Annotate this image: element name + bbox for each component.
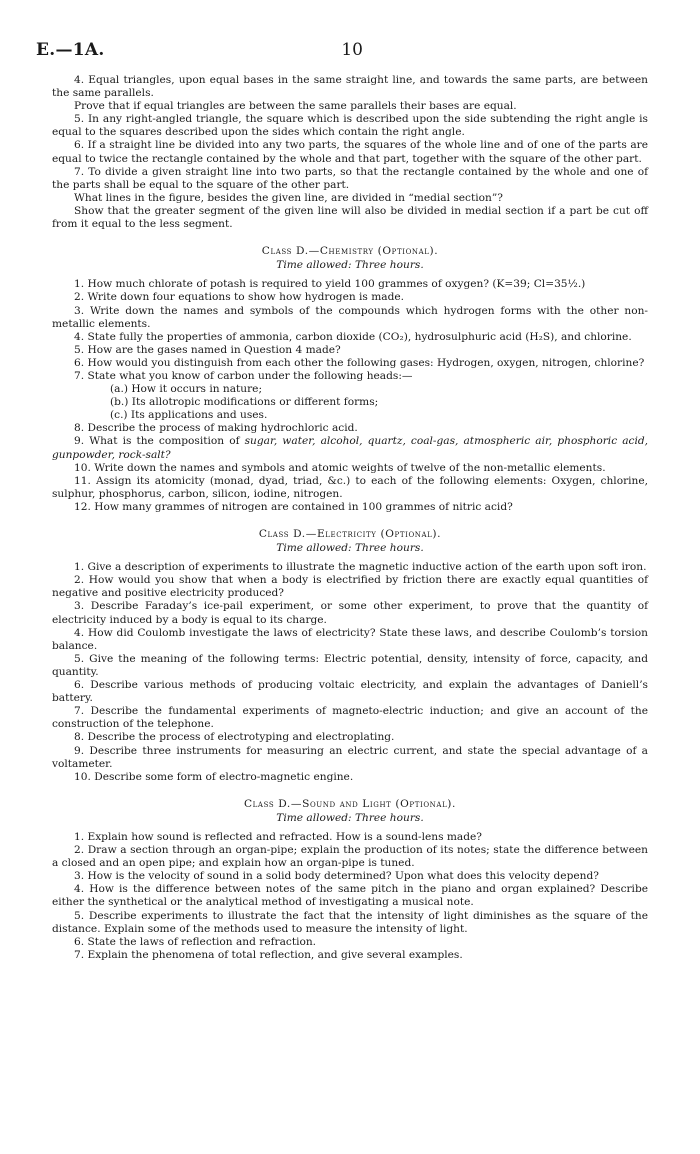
question: 12. How many grammes of nitrogen are contained in 100 grammes of nitric acid? <box>74 500 513 513</box>
question: 8. Describe the process of making hydrochloric acid. <box>74 422 358 435</box>
question: 2. Draw a section through an organ-pipe; explain the production of its notes; state the difference between a closed and an open pipe; and explain how an organ-pipe is tuned. <box>52 844 648 870</box>
section-time-allowed: Time allowed: Three hours. <box>276 542 424 555</box>
question: 7. Describe the fundamental experiments of magneto-electric induction; and give an account of the construction of the telephone. <box>52 705 648 731</box>
question: 10. Write down the names and symbols and atomic weights of twelve of the non-metallic elements. <box>74 461 606 474</box>
electricity-section <box>52 528 648 784</box>
question: 3. How is the velocity of sound in a solid body determined? Upon what does this velocity depend? <box>74 870 599 883</box>
question: 6. State the laws of reflection and refraction. <box>74 935 317 948</box>
chemistry-section <box>52 245 648 514</box>
question-text: 9. What is the composition of <box>74 435 245 448</box>
question: 6. Describe various methods of producing voltaic electricity, and explain the advantages of Daniell’s battery. <box>52 679 648 705</box>
question: 4. How did Coulomb investigate the laws of electricity? State these laws, and describe Coulomb’s torsion balance. <box>52 626 648 652</box>
question: 3. Describe Faraday’s ice-pail experiment, or some other experiment, to prove that the quantity of electricity induced by a body is equal to its charge. <box>52 600 648 626</box>
sub-question: (b.) Its allotropic modifications or different forms; <box>110 396 379 409</box>
question: 5. Describe experiments to illustrate the fact that the intensity of light diminishes as the square of the distance. Explain some of the methods used to measure the intensity of light. <box>52 909 648 935</box>
section-time-allowed: Time allowed: Three hours. <box>276 259 424 272</box>
question: 1. How much chlorate of potash is required to yield 100 grammes of oxygen? (K=39; Cl=35½.) <box>74 278 586 291</box>
question: 11. Assign its atomicity (monad, dyad, triad, &c.) to each of the following elements: Oxygen, chlorine, sulphur, phosphorus, carbon, silicon, iodine, nitrogen. <box>52 474 648 500</box>
question: 7. To divide a given straight line into two parts, so that the rectangle contained by the whole and one of the parts shall be equal to the square of the other part. <box>52 165 648 191</box>
document-code: E.—1A. <box>36 40 105 60</box>
sound-light-section <box>52 798 648 962</box>
question: 10. Describe some form of electro-magnetic engine. <box>74 770 354 783</box>
question: 9. Describe three instruments for measuring an electric current, and state the special advantage of a voltameter. <box>52 744 648 770</box>
sub-question: (a.) How it occurs in nature; <box>110 383 263 396</box>
question: 5. In any right-angled triangle, the square which is described upon the side subtending the right angle is equal to the squares described upon the sides which contain the right angle. <box>52 113 648 139</box>
question: 1. Give a description of experiments to illustrate the magnetic inductive action of the earth upon soft iron. <box>74 561 647 574</box>
page-number: 10 <box>341 40 363 60</box>
question <box>52 435 648 461</box>
section-title: Class D.—Electricity (Optional). <box>258 528 442 540</box>
question: 2. Write down four equations to show how hydrogen is made. <box>74 291 404 304</box>
question: 1. Explain how sound is reflected and refracted. How is a sound-lens made? <box>74 830 482 843</box>
question: 3. Write down the names and symbols of the compounds which hydrogen forms with the other non-metallic elements. <box>52 304 648 330</box>
question-italic-terms: sugar, water, alcohol, quartz, coal-gas, atmospheric air, phosphoric acid, gunpowder, rock-salt? <box>52 435 648 461</box>
document-body <box>52 74 648 962</box>
geometry-continued <box>52 74 648 231</box>
page-header <box>36 40 664 62</box>
section-title: Class D.—Sound and Light (Optional). <box>243 797 457 810</box>
sub-question: (c.) Its applications and uses. <box>110 409 268 422</box>
question: 4. Equal triangles, upon equal bases in the same straight line, and towards the same parts, are between the same parallels. <box>52 74 648 100</box>
question: 7. Explain the phenomena of total reflection, and give several examples. <box>74 948 463 961</box>
question: Prove that if equal triangles are between the same parallels their bases are equal. <box>74 100 517 113</box>
question: 6. How would you distinguish from each other the following gases: Hydrogen, oxygen, nitrogen, chlorine? <box>74 356 645 369</box>
question: 7. State what you know of carbon under the following heads:— <box>74 369 413 382</box>
question: 6. If a straight line be divided into any two parts, the squares of the whole line and of one of the parts are equal to twice the rectangle contained by the whole and that part, together with the square of the other part. <box>52 139 648 165</box>
question: 5. Give the meaning of the following terms: Electric potential, density, intensity of force, capacity, and quantity. <box>52 652 648 678</box>
question: 5. How are the gases named in Question 4 made? <box>74 343 341 356</box>
question: What lines in the figure, besides the given line, are divided in “medial section”? <box>74 191 503 204</box>
question: Show that the greater segment of the given line will also be divided in medial section if a part be cut off from it equal to the less segment. <box>52 204 648 231</box>
section-title: Class D.—Chemistry (Optional). <box>261 245 439 258</box>
question: 4. How is the difference between notes of the same pitch in the piano and organ explained? Describe either the synthetical or the analytical method of investigating a musical note. <box>52 883 648 909</box>
section-time-allowed: Time allowed: Three hours. <box>276 811 424 824</box>
question: 8. Describe the process of electrotyping and electroplating. <box>74 731 395 744</box>
question: 2. How would you show that when a body is electrified by friction there are exactly equal quantities of negative and positive electricity produced? <box>52 574 648 600</box>
question: 4. State fully the properties of ammonia, carbon dioxide (CO₂), hydrosulphuric acid (H₂S), and chlorine. <box>74 330 632 343</box>
